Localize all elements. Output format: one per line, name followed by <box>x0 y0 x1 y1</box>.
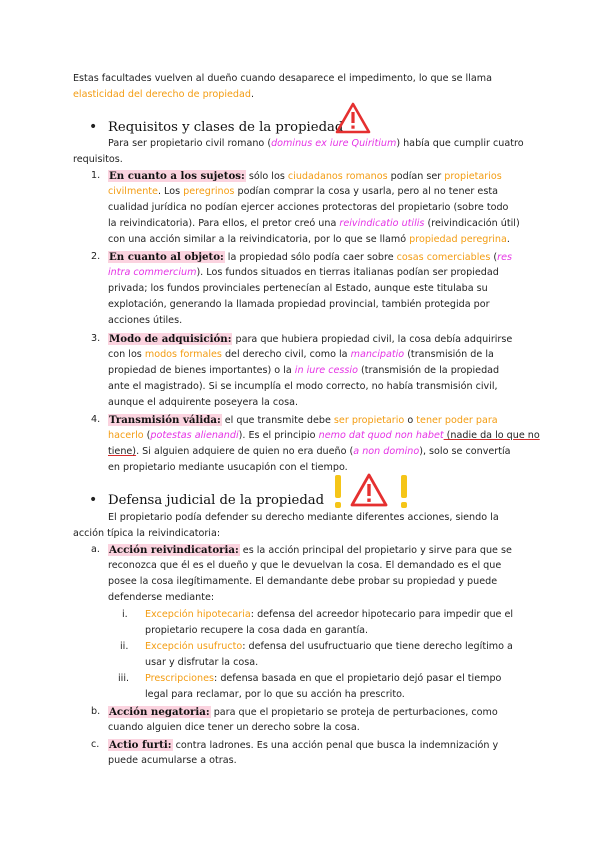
list-item-line: reconozca que él es el dueño y que le devuelvan la cosa. El demandado es el que <box>108 560 502 571</box>
exclamation-icon <box>331 473 345 511</box>
list-item-line: puede acumularse a otras. <box>108 755 237 766</box>
list-item: Transmisión válida: el que transmite debe ser propietario o tener poder para <box>109 414 498 426</box>
defensa-para-1: El propietario podía defender su derecho mediante diferentes acciones, siendo la <box>108 512 499 523</box>
section-title-requisitos: Requisitos y clases de la propiedad <box>108 120 344 135</box>
list-number: b. <box>91 706 101 717</box>
list-number: 2. <box>91 251 101 262</box>
list-item-line: aunque el adquirente poseyera la cosa. <box>108 397 298 408</box>
section-bullet: • <box>89 492 98 508</box>
warning-icon <box>334 101 372 135</box>
list-number: a. <box>91 544 100 555</box>
list-item-line: ante el magistrado). Si se incumplía el modo correcto, no había transmisión civil, <box>108 381 498 392</box>
list-item-line: defenderse mediante: <box>108 592 215 603</box>
sub-item-line: propietario recupere la cosa dada en garantía. <box>145 625 369 636</box>
list-item-line: con una acción similar a la reivindicatoria, por lo que se llamó propiedad peregrina. <box>108 234 510 245</box>
section-title-defensa: Defensa judicial de la propiedad <box>108 493 325 508</box>
list-item-line: hacerlo (potestas alienandi). Es el principio nemo dat quod non habet (nadie da lo que no <box>108 430 540 441</box>
sub-number: i. <box>122 609 128 620</box>
list-item-line: cualidad jurídica no podían ejercer acciones protectoras del propietario (sobre todo <box>108 202 509 213</box>
list-item-line: acciones útiles. <box>108 315 183 326</box>
section-bullet: • <box>89 119 98 135</box>
list-number: c. <box>91 739 100 750</box>
list-item: Actio furti: contra ladrones. Es una acción penal que busca la indemnización y <box>109 739 499 751</box>
sub-item-line: legal para reclamar, por lo que su acción ha prescrito. <box>145 689 405 700</box>
sub-item: Excepción hipotecaria: defensa del acreedor hipotecario para impedir que el <box>145 609 514 620</box>
list-item-line: con los modos formales del derecho civil, como la mancipatio (transmisión de la <box>108 349 494 360</box>
intro-line-2: elasticidad del derecho de propiedad. <box>73 89 255 100</box>
intro-line-1: Estas facultades vuelven al dueño cuando desaparece el impedimento, lo que se llama <box>73 73 492 84</box>
warning-icon <box>349 472 389 508</box>
defensa-para-2: acción típica la reivindicatoria: <box>73 528 221 539</box>
list-item: Acción reivindicatoria: es la acción principal del propietario y sirve para que se <box>109 544 512 556</box>
list-number: 4. <box>91 414 101 425</box>
list-item-line: posee la cosa ilegítimamente. El demandante debe probar su propiedad y puede <box>108 576 498 587</box>
sub-number: iii. <box>118 673 130 684</box>
list-item-line: cuando alguien dice tener un derecho sobre la cosa. <box>108 722 360 733</box>
list-item-line: civilmente. Los peregrinos podían comprar la cosa y usarla, pero al no tener esta <box>108 186 498 197</box>
requisitos-para-2: requisitos. <box>73 154 123 165</box>
list-item-line: intra commercium). Los fundos situados en tierras italianas podían ser propiedad <box>108 267 499 278</box>
list-item: En cuanto al objeto: la propiedad sólo podía caer sobre cosas comerciables (res <box>109 251 512 263</box>
list-item: En cuanto a los sujetos: sólo los ciudadanos romanos podían ser propietarios <box>109 170 502 182</box>
sub-item: Prescripciones: defensa basada en que el propietario dejó pasar el tiempo <box>145 673 502 684</box>
requisitos-para-1: Para ser propietario civil romano (dominus ex iure Quiritium) había que cumplir cuatro <box>108 138 524 149</box>
sub-number: ii. <box>120 641 129 652</box>
list-number: 3. <box>91 333 101 344</box>
list-item-line: la reivindicatoria). Para ellos, el pretor creó una reivindicatio utilis (reivindicación útil) <box>108 218 520 229</box>
sub-item: Excepción usufructo: defensa del usufructuario que tiene derecho legítimo a <box>145 641 513 652</box>
exclamation-icon <box>397 473 411 511</box>
list-item-line: propiedad de bienes importantes) o la in iure cessio (transmisión de la propiedad <box>108 365 500 376</box>
list-number: 1. <box>91 170 101 181</box>
sub-item-line: usar y disfrutar la cosa. <box>145 657 259 668</box>
list-item: Modo de adquisición: para que hubiera propiedad civil, la cosa debía adquirirse <box>109 333 513 345</box>
list-item-line: en propietario mediante usucapión con el tiempo. <box>108 462 348 473</box>
list-item-line: explotación, generando la llamada propiedad provincial, también protegida por <box>108 299 490 310</box>
list-item-line: tiene). Si alguien adquiere de quien no era dueño (a non domino), solo se convertía <box>108 446 511 457</box>
list-item-line: privada; los fundos provinciales pertenecían al Estado, aunque este titulaba su <box>108 283 488 294</box>
elasticidad-term: elasticidad del derecho de propiedad <box>73 89 251 100</box>
list-item: Acción negatoria: para que el propietario se proteja de perturbaciones, como <box>109 706 498 718</box>
